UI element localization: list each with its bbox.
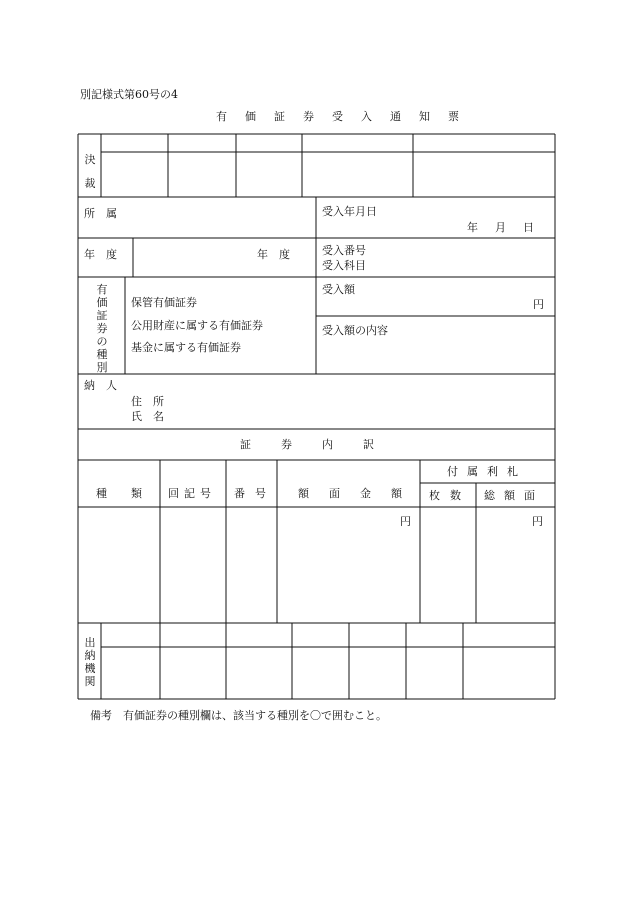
breakdown-title: 証券内訳	[240, 438, 404, 451]
name-label: 氏 名	[131, 410, 164, 423]
note: 備考 有価証券の種別欄は、該当する種別を〇で囲むこと。	[90, 709, 387, 722]
sougaku-yen: 円	[532, 515, 543, 528]
ukeire-gaku-yen: 円	[533, 298, 544, 311]
col-gakumen-kingaku-header: 額面金額	[298, 487, 422, 500]
securities-type-2: 公用財産に属する有価証券	[131, 319, 263, 332]
form-title: 有価証券受入通知票	[216, 110, 477, 123]
col-maisu-header: 枚数	[429, 489, 471, 502]
ukeire-gaku-naiyo-label: 受入額の内容	[322, 324, 388, 337]
form-number: 別記様式第60号の4	[80, 88, 178, 101]
nendo-label: 年 度	[84, 248, 117, 261]
col-kaikigo-header: 回記号	[168, 487, 216, 500]
ukeire-kamoku-label: 受入科目	[322, 259, 366, 272]
nendo-value-label: 年 度	[257, 248, 290, 261]
securities-type-label: 有価証券の種別	[96, 283, 108, 374]
gakumen-yen: 円	[400, 515, 411, 528]
ukeire-date-units: 年 月 日	[467, 221, 537, 234]
ukeire-bango-label: 受入番号	[322, 244, 366, 257]
suitou-kikan-label: 出納機関	[84, 636, 96, 688]
ukeire-date-label: 受入年月日	[322, 205, 377, 218]
ukeire-gaku-label: 受入額	[322, 283, 355, 296]
col-fuzoku-risatsu-header: 付属利札	[447, 465, 527, 478]
securities-type-1: 保管有価証券	[131, 296, 197, 309]
col-sougaku-men-header: 総額面	[484, 489, 544, 502]
nounyunin-label: 納 人	[84, 379, 117, 392]
col-bango-header: 番号	[234, 487, 276, 500]
securities-type-3: 基金に属する有価証券	[131, 341, 241, 354]
kessai-label: 決裁	[84, 153, 96, 190]
col-kind-header: 種類	[96, 487, 166, 500]
shozoku-label: 所 属	[84, 207, 117, 220]
address-label: 住 所	[131, 395, 164, 408]
